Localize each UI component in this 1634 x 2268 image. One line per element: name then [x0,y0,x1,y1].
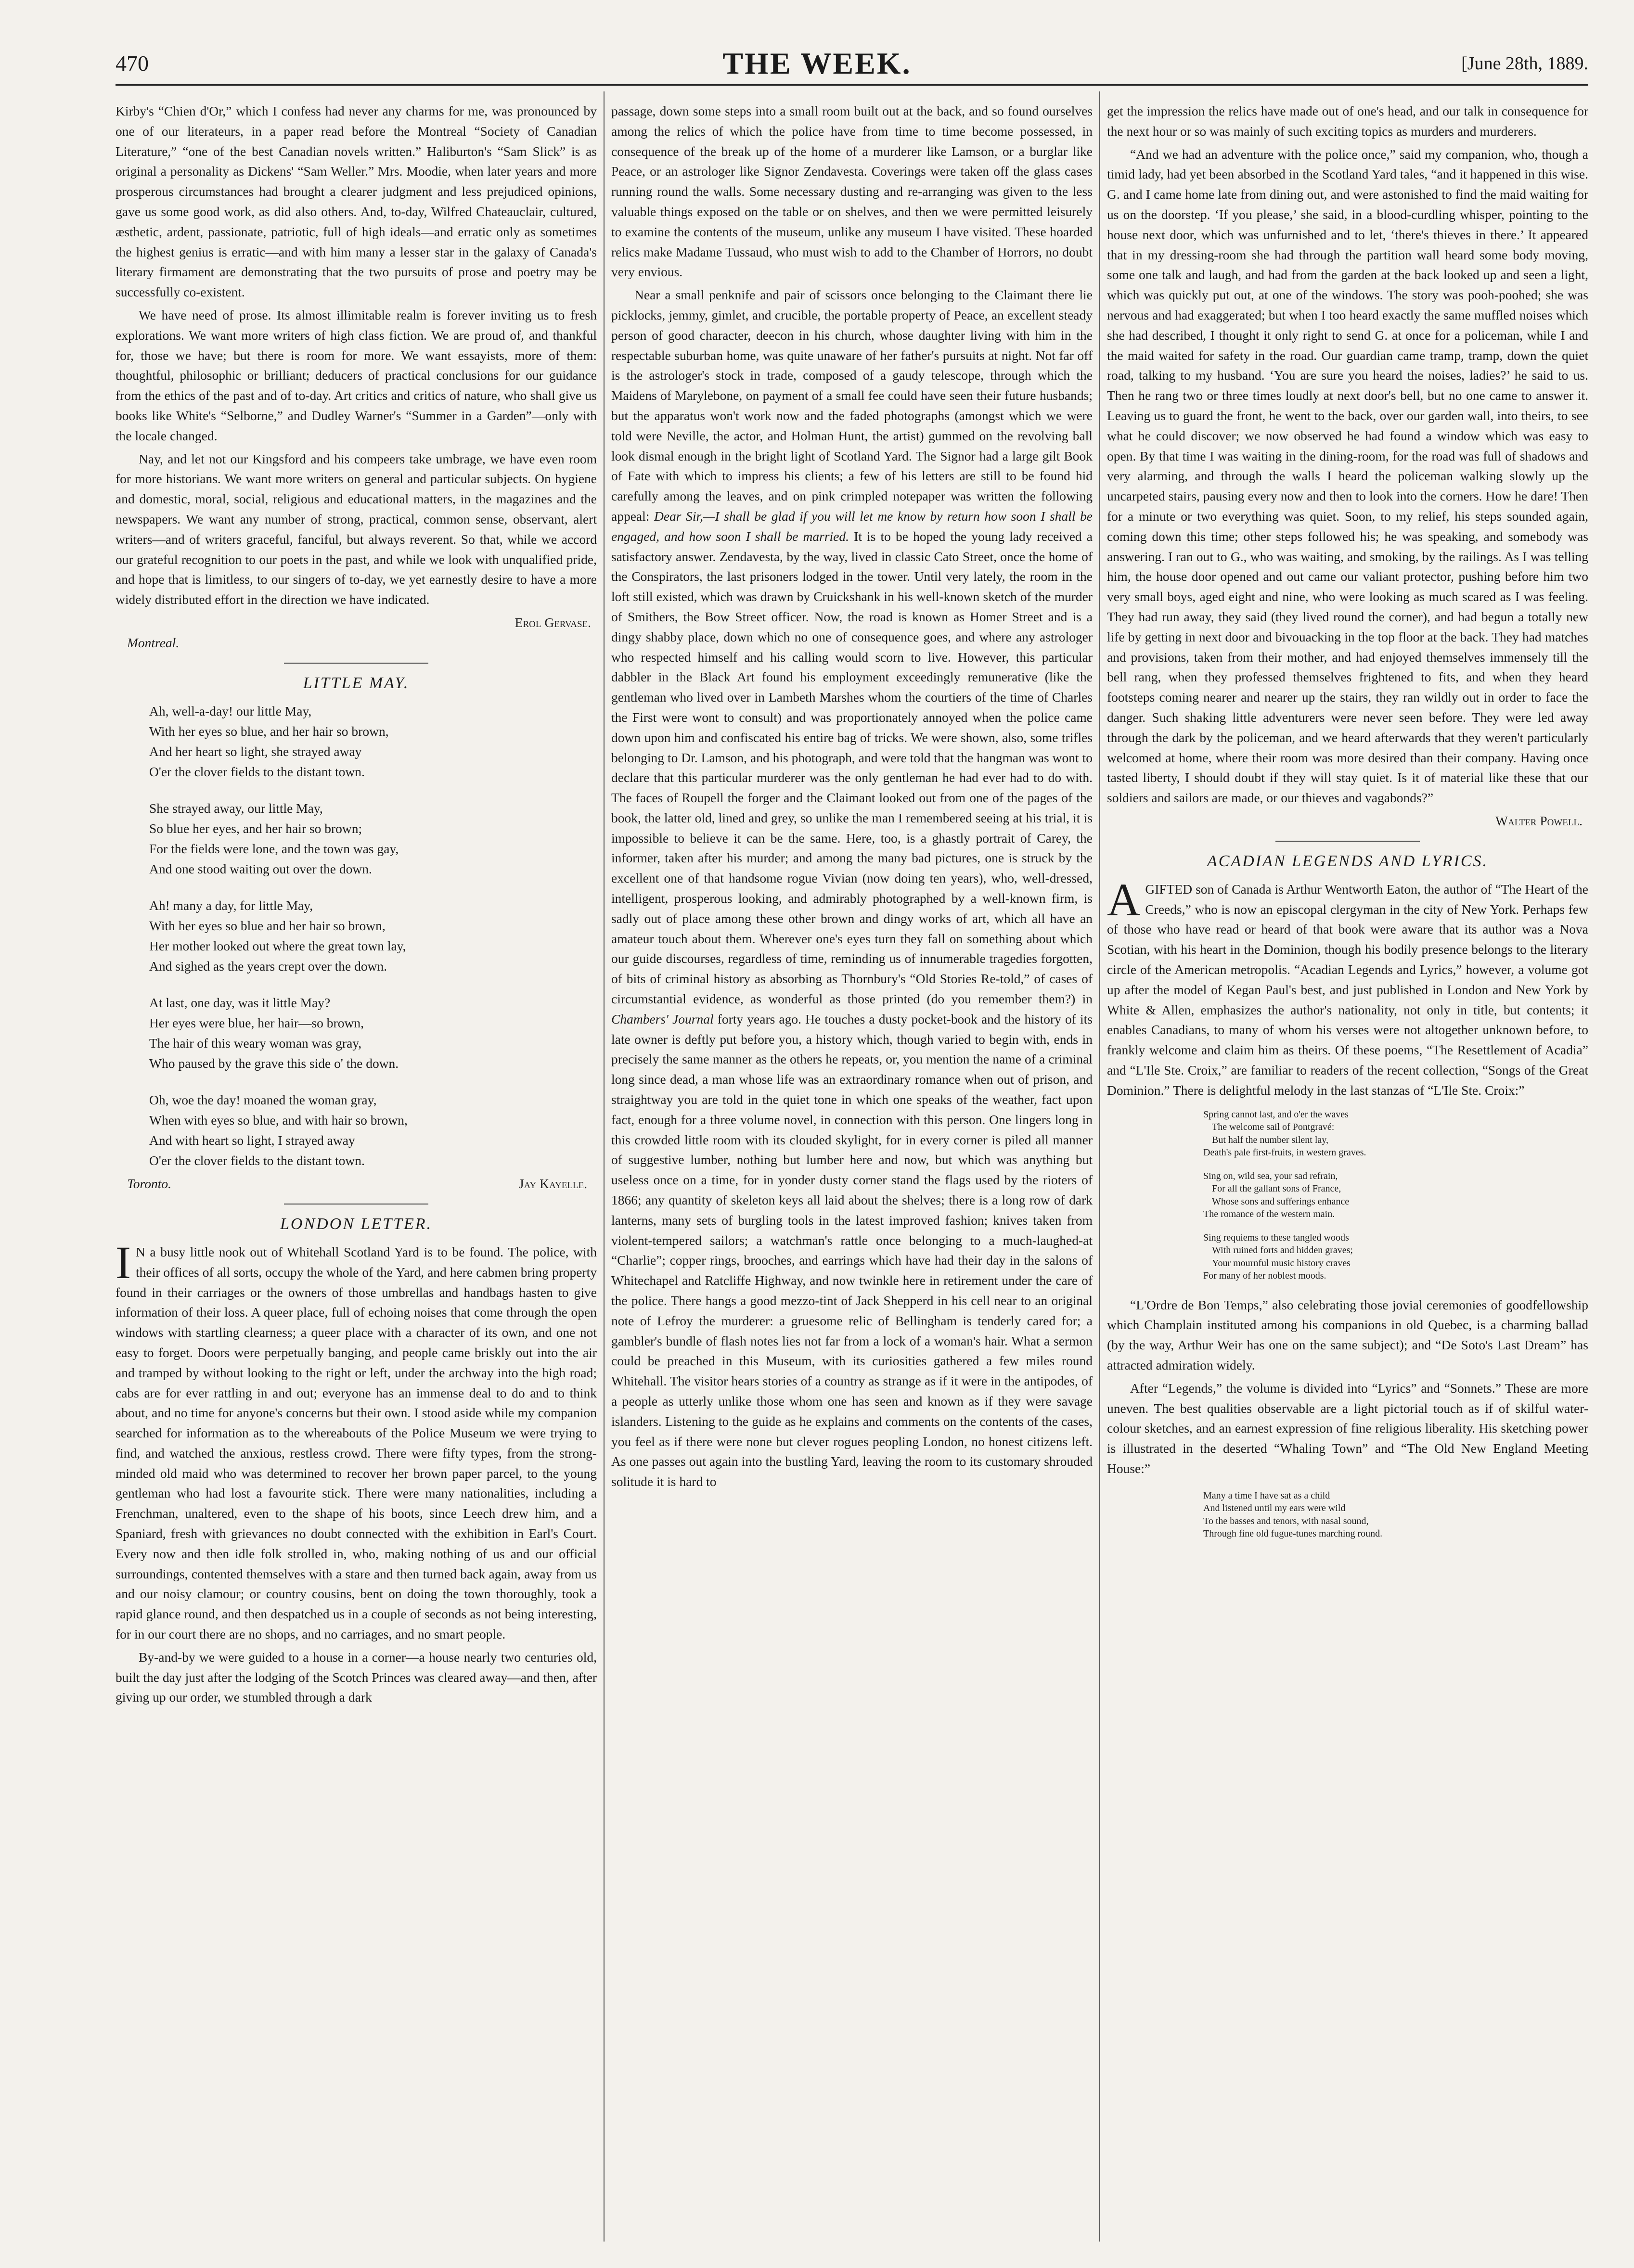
drop-cap: I [116,1236,131,1288]
verse-stanza [1203,1108,1588,1159]
drop-cap: A [1107,873,1141,925]
letter-text: It is to be hoped the young lady received a satisfactory answer. Zendavesta, by the way, lived in classic Cato Street, once the home of the Conspirators, the last prisoners lodged in the tower. Until very lately, the room in the loft still existed, which was drawn by Cruickshank in his well-known sketch of the murder of Smithers, the Bow Street officer. Now, the road is known as Homer Street and is a dingy shabby place, down which no one of consequence goes, and where any astrologer who respected himself and his calling would scorn to live. However, this particular dabbler in the Black Art found his employment exceedingly remunerative (like the gentleman who lived over in Lambeth Marshes whom the courtiers of the time of Charles the First were wont to consult) and was proportionately annoyed when the police came down upon him and confiscated his entire bag of tricks. We were shown, also, some trifles belonging to Dr. Lamson, and his photograph, and were told that the hangman was wont to declare that this particular murderer was the only gentleman he had ever had to do with. The faces of Roupell the forger and the Claimant looked out from one of the pages of the book, the latter old, lined and grey, so unlike the man I remembered seeing at his trial, it is impossible to believe it can be the same. Here, too, is a ghastly portrait of Carey, the informer, taken after his murder; and among the many bad pictures, one is struck by the excellent one of that handsome rogue Vivian (now doing ten years), who, well-dressed, intelligent, prosperous looking, and admirably photographed by a well-known firm, is sadly out of place among these other brown and dingy works of art, which all have an amateur touch about them. Wherever one's eyes turn they fall on something about which our guide discourses, regardless of time, reminding us of innumerable tragedies forgotten, of bits of criminal history as absorbing as Thornbury's “Old Stories Re-told,” of cases of circumstantial evidence, as wonderful as those printed (do you remember them?) in [611,528,1093,1007]
poem-stanza [149,701,597,782]
poem-line: And one stood waiting out over the down. [149,861,372,876]
letter-paragraph: “And we had an adventure with the police once,” said my companion, who, though a timid lady, had yet been absorbed in the Scotland Yard tales, “and it happened in this wise. G. and I came home late from dining out, and were astonished to find the maid waiting for us on the doorstep. ‘If you please,’ she said, in a blood-curdling whisper, pointing to the house next door, which was unfurnished and to let, ‘there's thieves in there.’ It appeared that in my dressing-room she had through the partition wall heard some body moving, some one talk and laugh, and had from the garden at the back looked up and seen a light, which was quickly put out, at one of the windows. The story was pooh-poohed; she was nervous and had exaggerated; but when I too heard exactly the same muffled noises which she had described, I thought it only right to send G. at once for a policeman, while I and the maid waited for safety in the road. Our guardian came tramp, tramp, down the quiet road, talking to my husband. ‘You are sure you heard the noises, ladies?’ he said to us. Then he rang two or three times loudly at next door's bell, but no one came to answer it. Leaving us to guard the front, he went to the back, over our garden wall, into theirs, to see what he could discover; we now observed he had found a window which was easy to open. By that time I was waiting in the dining-room, for the road was full of shadows and very alarming, and through the walls I heard the policeman walking slowly up the uncarpeted stairs, pausing every now and then to look into the corners. How he dare! Then for a minute or two everything was quiet. Soon, to my relief, his steps sounded again, coming down this time; other steps followed his; he was speaking, and somebody was answering. I ran out to G., who was waiting, and smoking, by the railings. As I was telling him, the house door opened and out came our valiant protector, pushing before him two very small boys, aged eight and nine, who were looking as much scared as I was feeling. They had run away, they said (they lived round the corner), and had begun a totally new life by getting in next door and bivouacking in the top floor at the back. They had matches and provisions, taken from their mother, and had enjoyed themselves immensely till the bell rang, when they professed themselves frightened to fits, and when they heard footsteps coming nearer and nearer up the stairs, they ran wildly out in order to face the danger. Such shaking little adventurers were never seen before. They were led away through the dark by the policeman, and we heard afterwards that they weren't particularly welcomed at home, where their room was more desired than their company. Having once tasted liberty, I should doubt if they will stay quiet. Is it of material like these that our soldiers and sailors are made, or our thieves and vagabonds?” [1107,146,1588,806]
essay-signature: Erol Gervase. [515,615,591,630]
review-text: GIFTED son of Canada is Arthur Wentworth Eaton, the author of “The Heart of the Creeds,” who is now an episcopal clergyman in the city of New York. Perhaps few of those who have read or heard of that book were aware that its author was a Nova Scotian, with his heart in the Dominion, though his bodily presence belongs to the literary circle of the American metropolis. “Acadian Legends and Lyrics,” however, a volume got up after the model of Kegan Paul's best, and just published in London and New York by White & Allen, emphasizes the author's nationality, not only in title, but contents; it enables Canadians, to many of whom his verses were not altogether unknown before, to frankly welcome and claim him as theirs. Of these poems, “The Resettlement of Acadia” and “L'Ile Ste. Croix,” are familiar to readers of the recent collection, “Songs of the Great Dominion.” There is delightful melody in the last stanzas of “L'Ile Ste. Croix:” [1107,881,1588,1098]
poem-line: O'er the clover fields to the distant town. [149,764,365,779]
verse-line: The romance of the western main. [1203,1209,1335,1220]
letter-paragraph [611,285,1093,1492]
issue-date: [June 28th, 1889. [1461,53,1588,74]
poem-line: Who paused by the grave this side o' the down. [149,1055,399,1071]
poem-line: And her heart so light, she strayed away [149,743,362,759]
verse-stanza [1203,1231,1588,1282]
column-divider [1099,91,1100,2242]
poem-line: Her mother looked out where the great town lay, [149,938,406,953]
letter-title: LONDON LETTER. [280,1215,432,1233]
section-rule [284,663,428,664]
letter-text: forty years ago. [717,1011,801,1026]
poem-line: With her eyes so blue, and her hair so brown, [149,723,389,739]
poem-place: Toronto. [127,1176,171,1191]
poem-line: So blue her eyes, and her hair so brown; [149,820,362,836]
letter-text: Near a small penknife and pair of scissors once belonging to the Claimant there lie picklocks, jemmy, gimlet, and crucible, the portable property of Peace, an excellent steady person of good character, deecon in his church, whose daughter living with him in the respectable suburban home, was quite unaware of her father's pursuits at night. Not far off is the astrologer's stock in trade, composed of a gaudy telescope, through which the Maidens of Marylebone, on payment of a small fee could have seen their future husbands; but the apparatus won't work now and the faded photographs (amongst which we were told were Neville, the actor, and Holman Hunt, the artist) gummed on the revolving ball look dismal enough in the bright light of Scotland Yard. The Signor had a large gilt Book of Fate with which to impress his clients; a few of his letters are still to be found hid carefully among the leaves, and on pink crimpled notepaper was written the following appeal: [611,287,1093,524]
review-title: ACADIAN LEGENDS AND LYRICS. [1207,852,1489,870]
letter-paragraph: get the impression the relics have made out of one's head, and our talk in consequence for the next hour or so was mainly of such exciting topics as murders and murderers. [1107,103,1588,139]
verse-stanza [1203,1170,1588,1221]
verse-line: Death's pale first-fruits, in western graves. [1203,1147,1366,1158]
poem-line: For the fields were lone, and the town was gay, [149,841,399,856]
verse-line: Sing requiems to these tangled woods [1203,1232,1349,1243]
poem-stanza [149,993,597,1074]
essay-place: Montreal. [127,635,180,650]
letter-paragraph [116,1236,597,1644]
poem-line: With her eyes so blue and her hair so brown, [149,918,386,933]
letter-text: He touches a dusty pocket-book and the history of its late owner is deftly put before you, a history which, though varied to begin with, ends in precisely the same manner as the others he repeats, or, you mention the name of a criminal long since dead, a man whose life was an extraordinary romance when out of prison, and straightway you are told in the quiet tone in which one speaks of the weather, fact upon fact, enough for a three volume novel, in connection with this person. One lingers long in this crowded little room with its clouded skylight, for in every corner is piled all manner of suggestive lumber, nothing but lumber here and now, but which was anything but useless once on a time, for in yonder dusty corner stand the flags used by the rioters of 1866; any quantity of skeleton keys all laid about the shelves; there is a long row of dark lanterns, many sets of burgling tools in the latest improved fashion; knives taken from violent-tempered sailors; a watchman's rattle once belonging to a much-laughed-at “Charlie”; copper rings, brooches, and earrings which have had their day in the salons of Whitechapel and Ratcliffe Highway, and now twinkle here in retirement under the care of the police. There hangs a good mezzo-tint of Jack Shepperd in his cell near to an original note of Lefroy the murderer: a gruesome relic of Bellingham is tenderly cared for; a gambler's bundle of flash notes lies not far from a lock of a woman's hair. What a sermon could be preached in this Museum, with its curiosities gathered a few miles round Whitehall. The visitor hears stories of a country as strange as if it were in the antipodes, of a people as utterly unlike those whom one has seen and known as if they were savage islanders. Listening to the guide as he explains and comments on the contents of the cases, you feel as if there were none but clever rogues peopling London, no honest citizens left. As one passes out again into the bustling Yard, leaving the room to its customary shrouded solitude it is hard to [611,1011,1093,1489]
verse-line: Through fine old fugue-tunes marching round. [1203,1528,1383,1539]
column-divider [604,91,605,2242]
poem-line: And with heart so light, I strayed away [149,1132,355,1148]
poem-byline [127,1174,587,1194]
review-paragraph [1107,873,1588,1101]
verse-line: Spring cannot last, and o'er the waves [1203,1109,1349,1120]
verse-line: Sing on, wild sea, your sad refrain, [1203,1170,1338,1181]
verse-line: And listened until my ears were wild [1203,1503,1346,1514]
verse-line: Many a time I have sat as a child [1203,1490,1330,1501]
poem-line: Ah, well-a-day! our little May, [149,703,312,718]
header-rule [116,84,1588,86]
column-1 [116,101,597,2239]
poem-title: LITTLE MAY. [303,674,410,692]
column-3 [1107,101,1588,2239]
poem-line: Ah! many a day, for little May, [149,897,313,913]
essay-paragraph: Kirby's “Chien d'Or,” which I confess had never any charms for me, was pronounced by one of our literateurs, in a paper read before the Montreal “Society of Canadian Literature,” “one of the best Canadian novels written.” Haliburton's “Sam Slick” is as original a personality as Dickens' “Sam Weller.” Mrs. Moodie, when later years and more prosperous circumstances had brought a clearer judgment and less prejudiced opinions, gave us some good work, as did also others. And, to-day, Wilfred Chateauclair, cultured, æsthetic, ardent, passionate, patriotic, full of high ideals—and erratic only as sometimes the highest genius is erratic—and with him many a lesser star in the galaxy of Canada's literary firmament are demonstrating that the two pursuits of prose and poetry may be successfully co-existent. [116,103,597,300]
essay-paragraph: We have need of prose. Its almost illimitable realm is forever inviting us to fresh explorations. We want more writers of high class fiction. We are proud of, and thankful for, those we have; but there is room for more. We want essayists, more of them: thoughtful, philosophic or brilliant; deducers of practical conclusions for our guidance from the ethics of the past and of to-day. Art critics and critics of nature, who shall give us books like White's “Selborne,” and Dudley Warner's “Summer in a Garden”—only with the locale changed. [116,307,597,443]
verse-stanza [1203,1489,1588,1540]
poem-line: Oh, woe the day! moaned the woman gray, [149,1092,377,1107]
poem-stanza [149,896,597,976]
page-number: 470 [116,51,149,76]
letter-paragraph: passage, down some steps into a small room built out at the back, and so found ourselves among the relics of which the police have from time to time become possessed, in consequence of the break up of the home of a murderer like Lamson, or a burglar like Peace, or an astrologer like Signor Zendavesta. Coverings were taken off the glass cases running round the walls. Some necessary dusting and re-arranging was given to the less valuable things exposed on the table or on shelves, and then we were permitted leisurely to examine the contents of the museum, unlike any museum I have visited. These hoarded relics make Madame Tussaud, who must wish to add to the Chamber of Horrors, no doubt very envious. [611,103,1093,280]
verse-line: With ruined forts and hidden graves; [1212,1245,1353,1256]
verse-line: But half the number silent lay, [1212,1134,1328,1145]
verse-line: Whose sons and sufferings enhance [1212,1196,1350,1207]
astrologer-appeal: Dear Sir,—I shall be glad if you will let me know by return how soon I shall be engaged, and how soon I shall be married. [611,508,1093,544]
verse-line: To the basses and tenors, with nasal sound, [1203,1515,1369,1526]
poem-signature: Jay Kayelle. [518,1176,587,1191]
poem-line: And sighed as the years crept over the down. [149,958,387,974]
poem-line: The hair of this weary woman was gray, [149,1035,362,1051]
letter-signature: Walter Powell. [1495,813,1583,828]
verse-line: The welcome sail of Pontgravé: [1212,1122,1335,1133]
column-2 [611,101,1093,2239]
quoted-verse [1203,1489,1588,1540]
verse-line: Your mournful music history craves [1212,1257,1351,1269]
essay-paragraph: Nay, and let not our Kingsford and his compeers take umbrage, we have even room for more historians. We want more writers on general and particular subjects. On hygiene and domestic, moral, social, religious and educational matters, in the magazines and the newspapers. We want any number of strong, practical, common sense, observant, alert writers—and of writers graceful, fanciful, but always reverent. So that, while we accord our grateful recognition to our poets in the past, and while we look with unqualified pride, and hope that is limitless, to our singers of to-day, we yet earnestly desire to have a more widely distributed effort in the direction we have indicated. [116,451,597,607]
quoted-verse [1203,1108,1588,1282]
letter-paragraph: By-and-by we were guided to a house in a corner—a house nearly two centuries old, built the day just after the lodging of the Scotch Princes was cleared away—and then, after giving up our order, we stumbled through a dark [116,1649,597,1705]
poem-stanza [149,1090,597,1171]
journal-title: THE WEEK. [722,46,912,80]
section-rule [1275,841,1420,842]
journal-name: Chambers' Journal [611,1011,714,1026]
poem-line: Her eyes were blue, her hair—so brown, [149,1015,364,1030]
poem-line: At last, one day, was it little May? [149,995,331,1010]
verse-line: For all the gallant sons of France, [1212,1183,1341,1194]
poem-line: She strayed away, our little May, [149,800,323,816]
letter-text: N a busy little nook out of Whitehall Scotland Yard is to be found. The police, with their offices of all sorts, occupy the whole of the Yard, and here cabmen bring property found in their carriages or the owners of those umbrellas and handbags hasten to give information of their loss. A queer place, full of echoing noises that come through the open windows with startling clearness; a queer place with a character of its own, and one not easy to forget. Doors were perpetually banging, and people came briskly out into the air and tramped by without looking to the right or left, under the archway into the high road; cabs are for ever rattling in and out; everyone has an immense deal to do and to think about, and no time for anyone's concerns but their own. I stood aside while my companion searched for information as to the whereabouts of the Police Museum we were trying to find, and watched the anxious, restless crowd. There were fifty types, from the strong-minded old maid who was determined to recover her brown paper parcel, to the young gentleman who had lost a favourite stick. There were many nationalities, including a Frenchman, unaltered, even to the shape of his boots, since Leech drew him, and a Spaniard, fresh with grievances no doubt connected with the exhibition in Earl's Court. Every now and then idle folk strolled in, who, making nothing of us and our official surroundings, contented themselves with a stare and then turned back again, away from us and our noisy clamour; or country cousins, bent on doing the town thoroughly, took a rapid glance round, and then despatched us in a couple of seconds as not being interesting, for in our court there are no shops, and no carriages, and no smart people. [116,1244,597,1642]
review-paragraph: After “Legends,” the volume is divided into “Lyrics” and “Sonnets.” These are more uneven. The best qualities observable are a light pictorial touch as if of skilful water-colour sketches, and an earnest expression of fine religious liberality. His sketching power is illustrated in the deserted “Whaling Town” and “The Old New England Meeting House:” [1107,1380,1588,1476]
poem-line: O'er the clover fields to the distant town. [149,1153,365,1168]
poem-stanza [149,798,597,879]
review-paragraph: “L'Ordre de Bon Temps,” also celebrating those jovial ceremonies of goodfellowship which Champlain instituted among his companions in old Quebec, is a charming ballad (by the way, Arthur Weir has one on the same subject); and “De Soto's Last Dream” has attracted admiration widely. [1107,1297,1588,1373]
poem-little-may [149,701,597,1171]
verse-line: For many of her noblest moods. [1203,1270,1326,1281]
poem-line: When with eyes so blue, and with hair so brown, [149,1112,408,1128]
